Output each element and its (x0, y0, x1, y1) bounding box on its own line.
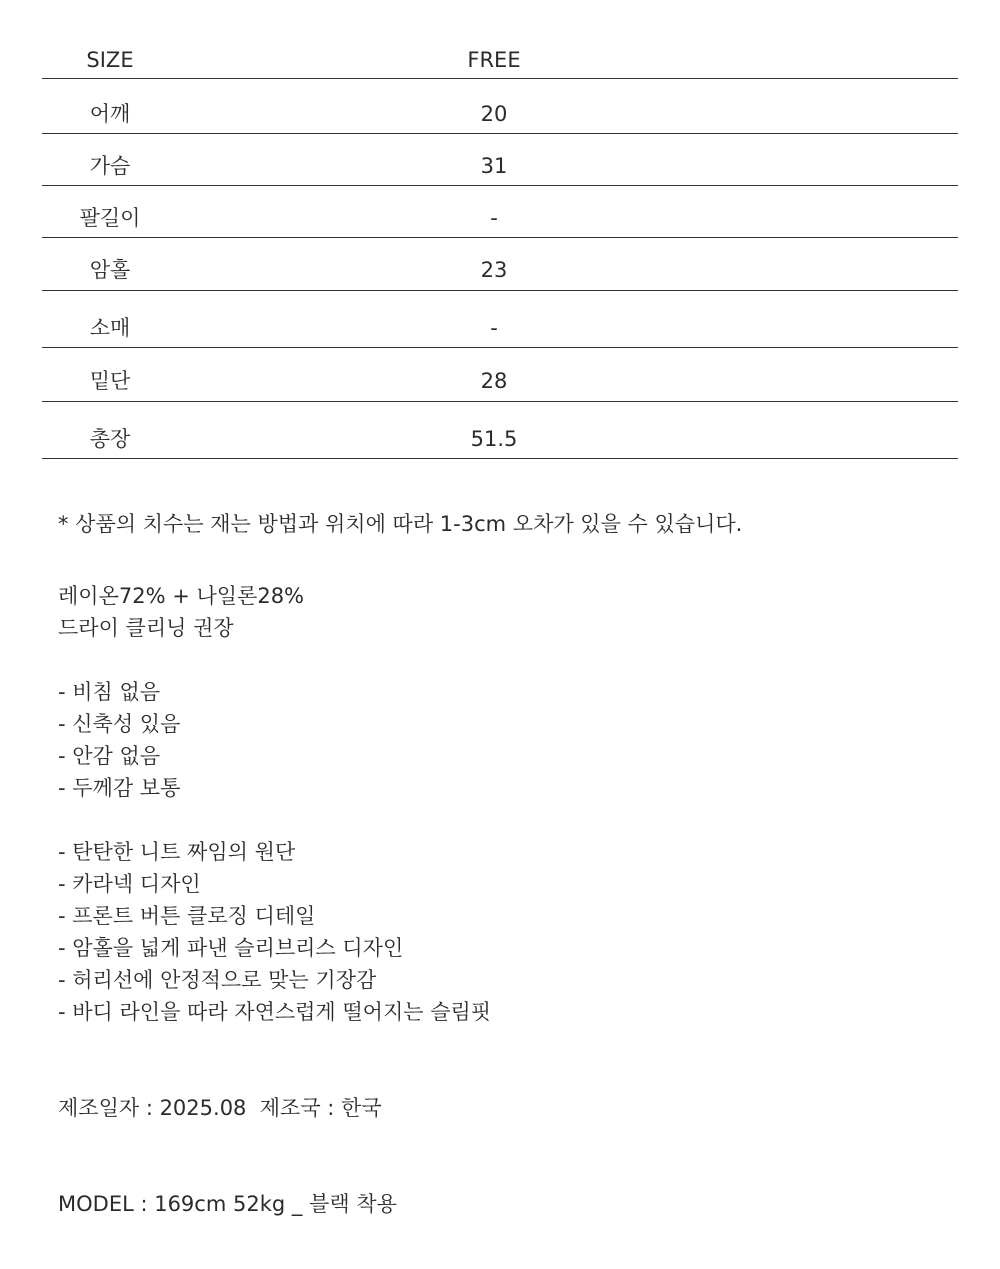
size-row-value: 51.5 (470, 427, 518, 451)
size-table-header-row (42, 42, 958, 79)
size-row-value: 23 (480, 258, 508, 282)
size-row-shoulder (42, 79, 958, 134)
feature-item: - 암홀을 넓게 파낸 슬리브리스 디자인 (58, 936, 404, 960)
feature-item: - 바디 라인을 따라 자연스럽게 떨어지는 슬림핏 (58, 1000, 492, 1024)
size-row-arm-length (42, 186, 958, 238)
size-row-label: 암홀 (89, 258, 131, 282)
property-item: - 신축성 있음 (58, 712, 181, 736)
size-header-label: SIZE (86, 48, 134, 72)
property-item: - 비침 없음 (58, 680, 161, 704)
size-row-label: 총장 (89, 427, 131, 451)
size-row-label: 가슴 (89, 154, 131, 178)
size-table (42, 42, 958, 459)
size-row-total-length (42, 402, 958, 459)
size-row-label: 소매 (89, 316, 131, 340)
product-notes (58, 508, 742, 1220)
feature-item: - 탄탄한 니트 짜임의 원단 (58, 840, 296, 864)
property-item: - 두께감 보통 (58, 776, 181, 800)
size-row-armhole (42, 238, 958, 291)
feature-item: - 프론트 버튼 클로징 디테일 (58, 904, 316, 928)
material-text: 레이온72% + 나일론28% (58, 584, 305, 608)
size-row-value: 31 (480, 154, 508, 178)
size-row-value: - (490, 206, 498, 230)
size-row-hem (42, 348, 958, 402)
model-info: MODEL : 169cm 52kg _ 블랙 착용 (58, 1192, 397, 1216)
manufacture-info: 제조일자 : 2025.08 제조국 : 한국 (58, 1096, 382, 1120)
care-text: 드라이 클리닝 권장 (58, 616, 234, 640)
size-row-label: 팔길이 (79, 206, 141, 230)
size-header-value: FREE (467, 48, 521, 72)
size-row-sleeve (42, 291, 958, 348)
size-row-label: 밑단 (89, 369, 131, 393)
size-row-chest (42, 134, 958, 186)
feature-item: - 카라넥 디자인 (58, 872, 201, 896)
size-row-label: 어깨 (89, 102, 131, 126)
size-row-value: - (490, 316, 498, 340)
property-item: - 안감 없음 (58, 744, 161, 768)
feature-item: - 허리선에 안정적으로 맞는 기장감 (58, 968, 377, 992)
measurement-note: * 상품의 치수는 재는 방법과 위치에 따라 1-3cm 오차가 있을 수 있습니다. (58, 512, 743, 536)
size-row-value: 28 (480, 369, 508, 393)
size-row-value: 20 (480, 102, 508, 126)
